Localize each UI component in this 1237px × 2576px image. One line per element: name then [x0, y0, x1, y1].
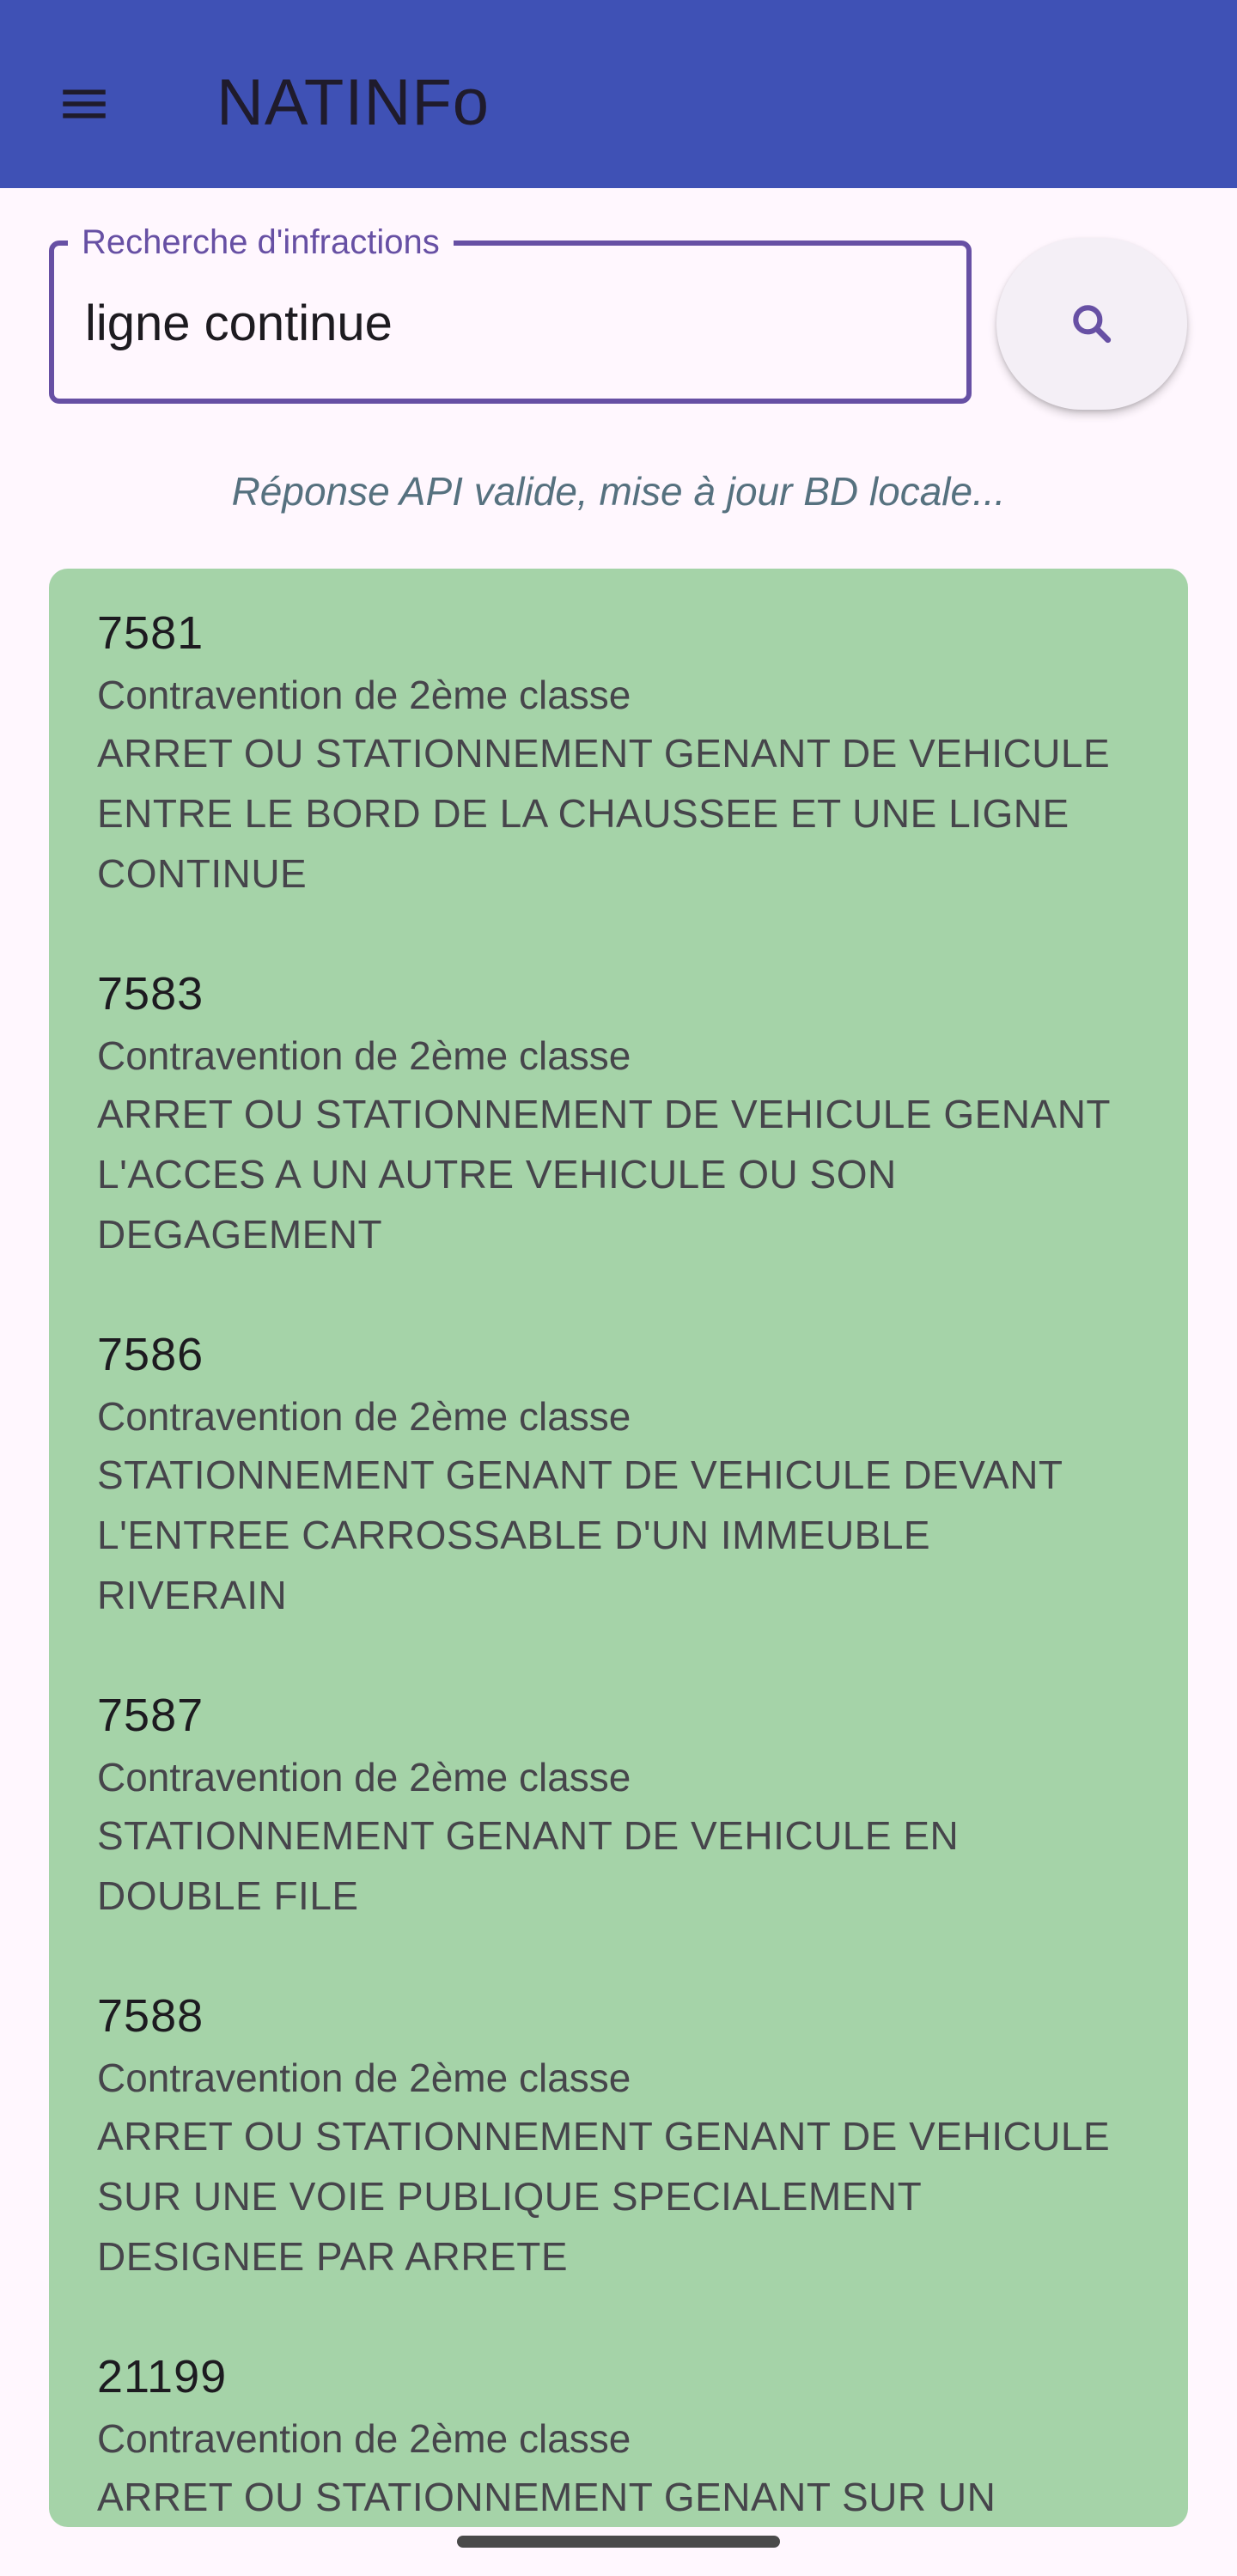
list-item[interactable] — [97, 1685, 1162, 1926]
search-button[interactable] — [996, 238, 1187, 410]
app-title: NATINFo — [216, 66, 491, 139]
result-code: 7587 — [97, 1690, 204, 1741]
list-item[interactable] — [97, 603, 1162, 904]
result-desc-line: ARRET OU STATIONNEMENT GENANT SUR UN — [97, 2475, 996, 2519]
result-code: 7583 — [97, 968, 204, 1020]
result-desc-line: ARRET OU STATIONNEMENT DE VEHICULE GENANT — [97, 1092, 1112, 1136]
search-input[interactable] — [85, 280, 927, 366]
app-bar — [0, 0, 1237, 188]
results-list[interactable] — [49, 569, 1188, 2527]
result-desc-line: L'ACCES A UN AUTRE VEHICULE OU SON — [97, 1152, 897, 1197]
search-icon — [1068, 300, 1116, 348]
result-desc-line: ARRET OU STATIONNEMENT GENANT DE VEHICULE — [97, 731, 1111, 776]
result-desc-line: DOUBLE FILE — [97, 1873, 359, 1918]
result-code: 21199 — [97, 2351, 228, 2402]
result-class: Contravention de 2ème classe — [97, 673, 631, 717]
result-code: 7588 — [97, 1990, 204, 2042]
list-item[interactable] — [97, 1986, 1162, 2287]
status-message: Réponse API valide, mise à jour BD locale... — [231, 469, 1006, 514]
search-label: Recherche d'infractions — [68, 218, 454, 266]
result-code: 7581 — [97, 607, 204, 659]
result-class: Contravention de 2ème classe — [97, 2055, 631, 2100]
list-item[interactable] — [97, 2347, 1162, 2527]
list-item[interactable] — [97, 1325, 1162, 1625]
result-desc-line: STATIONNEMENT GENANT DE VEHICULE DEVANT — [97, 1452, 1063, 1497]
result-class: Contravention de 2ème classe — [97, 1755, 631, 1800]
result-code: 7586 — [97, 1329, 204, 1380]
result-desc-line: RIVERAIN — [97, 1573, 288, 1617]
result-desc-line: L'ENTREE CARROSSABLE D'UN IMMEUBLE — [97, 1513, 931, 1557]
result-desc-line: STATIONNEMENT GENANT DE VEHICULE EN — [97, 1813, 960, 1858]
search-field[interactable] — [49, 223, 972, 404]
result-desc-line: ARRET OU STATIONNEMENT GENANT DE VEHICULE — [97, 2114, 1111, 2159]
result-class: Contravention de 2ème classe — [97, 2416, 631, 2461]
list-item[interactable] — [97, 964, 1162, 1264]
result-desc-line: DESIGNEE PAR ARRETE — [97, 2234, 569, 2279]
result-desc-line: CONTINUE — [97, 851, 308, 896]
result-desc-line: DEGAGEMENT — [97, 1212, 383, 1257]
menu-icon — [56, 76, 113, 132]
result-desc-line: ENTRE LE BORD DE LA CHAUSSEE ET UNE LIGNE — [97, 791, 1069, 836]
menu-button[interactable] — [34, 60, 134, 148]
home-indicator[interactable] — [457, 2536, 780, 2548]
result-class: Contravention de 2ème classe — [97, 1033, 631, 1078]
result-desc-line: SUR UNE VOIE PUBLIQUE SPECIALEMENT — [97, 2174, 923, 2219]
result-class: Contravention de 2ème classe — [97, 1394, 631, 1439]
